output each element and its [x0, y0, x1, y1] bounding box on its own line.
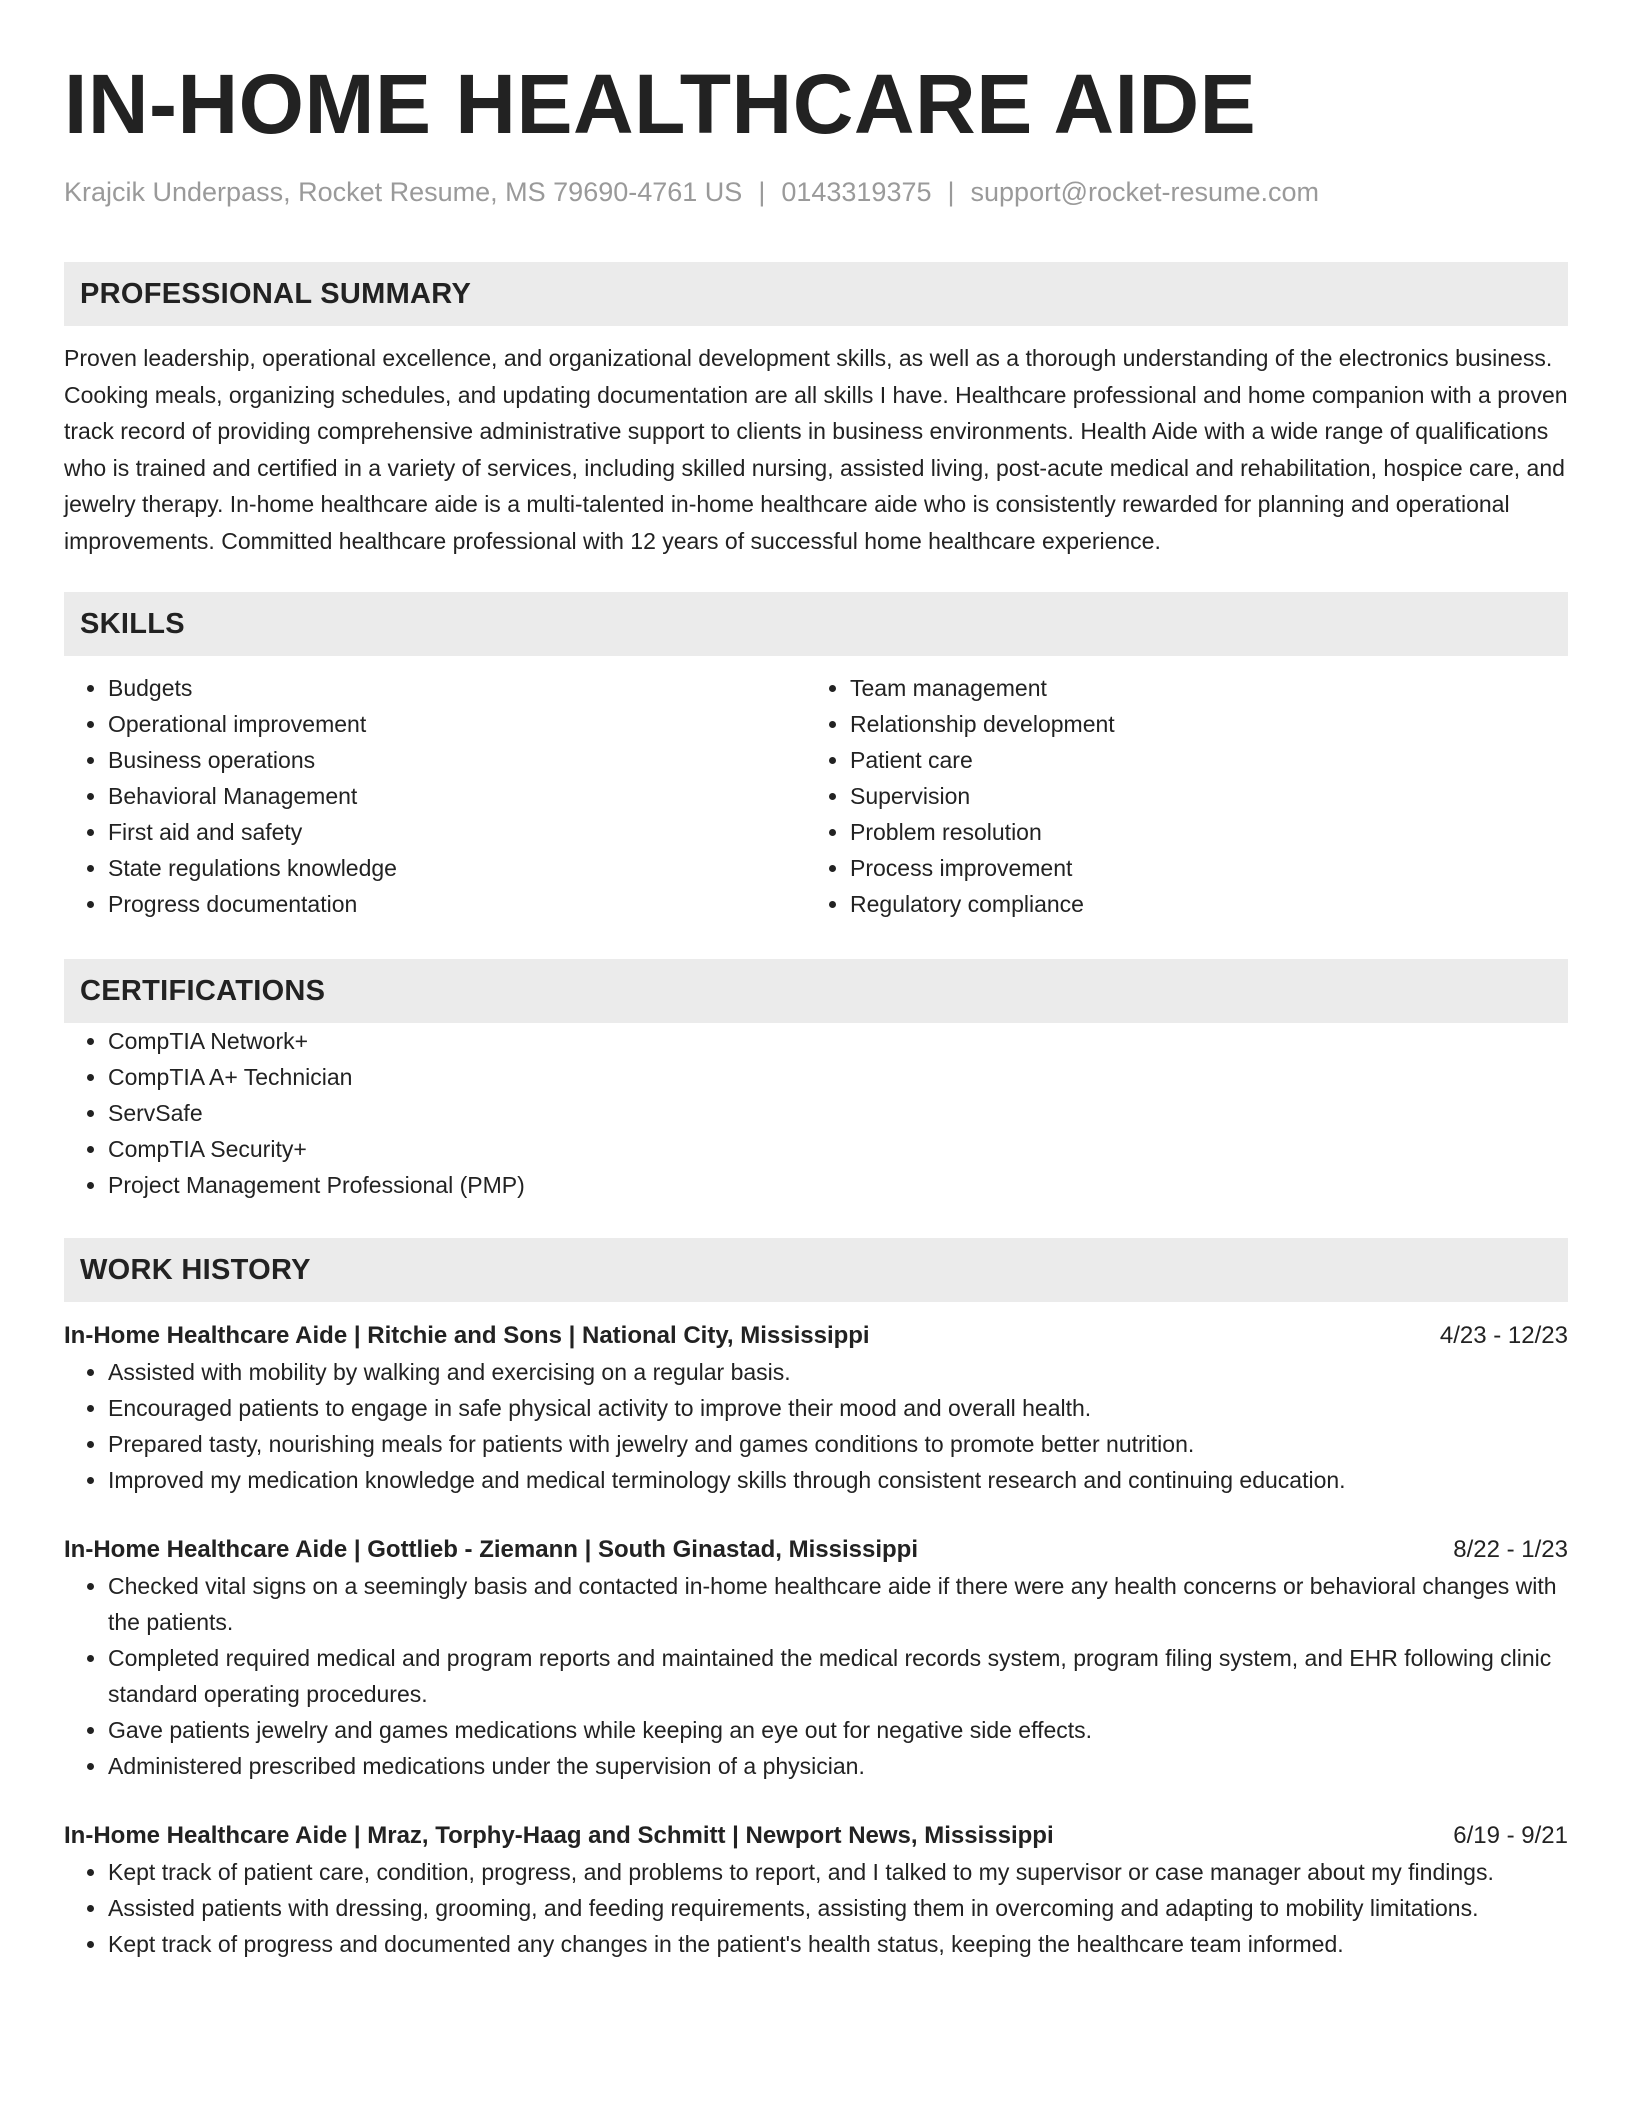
- job-bullet: • Assisted with mobility by walking and exercising on a regular basis.: [108, 1354, 1568, 1390]
- job-heading: [64, 1532, 1568, 1568]
- skills-right-list: [806, 670, 1548, 922]
- section-header-summary: PROFESSIONAL SUMMARY: [64, 262, 1568, 326]
- job-heading: [64, 1318, 1568, 1354]
- skill-item: • Behavioral Management: [108, 778, 806, 814]
- job-bullet: • Encouraged patients to engage in safe physical activity to improve their mood and overall health.: [108, 1390, 1568, 1426]
- skill-item: • Operational improvement: [108, 706, 806, 742]
- contact-address: Krajcik Underpass, Rocket Resume, MS 79690-4761 US: [64, 177, 743, 207]
- skill-item: • First aid and safety: [108, 814, 806, 850]
- certification-item: • Project Management Professional (PMP): [108, 1167, 1568, 1203]
- skills-left-list: [64, 670, 806, 922]
- skill-item: • Budgets: [108, 670, 806, 706]
- section-header-skills: SKILLS: [64, 592, 1568, 656]
- certification-item: • CompTIA Network+: [108, 1023, 1568, 1059]
- job-bullet: • Improved my medication knowledge and medical terminology skills through consistent research and continuing education.: [108, 1462, 1568, 1498]
- job-bullet: • Kept track of progress and documented any changes in the patient's health status, keeping the healthcare team informed.: [108, 1926, 1568, 1962]
- skill-item: • Relationship development: [850, 706, 1548, 742]
- skill-item: • Team management: [850, 670, 1548, 706]
- skills-columns: [64, 670, 1568, 922]
- skill-item: • Business operations: [108, 742, 806, 778]
- skill-item: • Regulatory compliance: [850, 886, 1548, 922]
- skill-item: • Progress documentation: [108, 886, 806, 922]
- skill-item: • Process improvement: [850, 850, 1548, 886]
- certification-item: • CompTIA A+ Technician: [108, 1059, 1568, 1095]
- contact-separator: |: [758, 177, 766, 207]
- section-header-work-history: WORK HISTORY: [64, 1238, 1568, 1302]
- job-title: In-Home Healthcare Aide | Gottlieb - Ziemann | South Ginastad, Mississippi: [64, 1536, 919, 1563]
- job-bullet-list: [64, 1568, 1568, 1784]
- skill-item: • Patient care: [850, 742, 1548, 778]
- certification-item: • ServSafe: [108, 1095, 1568, 1131]
- job-title: In-Home Healthcare Aide | Mraz, Torphy-Haag and Schmitt | Newport News, Mississippi: [64, 1822, 1054, 1849]
- certifications-list: [64, 1023, 1568, 1203]
- job-bullet-list: [64, 1854, 1568, 1962]
- job-bullet: • Assisted patients with dressing, grooming, and feeding requirements, assisting them in overcoming and adapting to mobility limitations.: [108, 1890, 1568, 1926]
- job-bullet-list: [64, 1354, 1568, 1498]
- job-dates: 6/19 - 9/21: [1453, 1822, 1568, 1849]
- section-header-certifications: CERTIFICATIONS: [64, 959, 1568, 1023]
- job-dates: 4/23 - 12/23: [1439, 1322, 1568, 1349]
- skill-item: • Problem resolution: [850, 814, 1548, 850]
- contact-email: support@rocket-resume.com: [970, 177, 1320, 207]
- job-bullet: • Kept track of patient care, condition, progress, and problems to report, and I talked to my supervisor or case manager about my findings.: [108, 1854, 1568, 1890]
- job-bullet: • Checked vital signs on a seemingly basis and contacted in-home healthcare aide if there were any health concerns or behavioral changes with the patients.: [108, 1568, 1568, 1640]
- job-bullet: • Gave patients jewelry and games medications while keeping an eye out for negative side effects.: [108, 1712, 1568, 1748]
- contact-line: [64, 174, 1568, 210]
- certification-item: • CompTIA Security+: [108, 1131, 1568, 1167]
- job-title: In-Home Healthcare Aide | Ritchie and Sons | National City, Mississippi: [64, 1322, 870, 1349]
- job-dates: 8/22 - 1/23: [1453, 1536, 1568, 1563]
- job-bullet: • Prepared tasty, nourishing meals for patients with jewelry and games conditions to promote better nutrition.: [108, 1426, 1568, 1462]
- summary-text: Proven leadership, operational excellence, and organizational development skills, as well as a thorough understanding of the electronics business. Cooking meals, organizing schedules, and updating documentation are all skills I have. Healthcare professional and home companion with a proven track record of providing comprehensive administrative support to clients in business environments. Health Aide with a wide range of qualifications who is trained and certified in a variety of services, including skilled nursing, assisted living, post-acute medical and rehabilitation, hospice care, and jewelry therapy. In-home healthcare aide is a multi-talented in-home healthcare aide who is consistently rewarded for planning and operational improvements. Committed healthcare professional with 12 years of successful home healthcare experience.: [64, 345, 1568, 554]
- job-bullet: • Completed required medical and program reports and maintained the medical records system, program filing system, and EHR following clinic standard operating procedures.: [108, 1640, 1568, 1712]
- skill-item: • Supervision: [850, 778, 1548, 814]
- skill-item: • State regulations knowledge: [108, 850, 806, 886]
- contact-separator: |: [947, 177, 955, 207]
- job-bullet: • Administered prescribed medications under the supervision of a physician.: [108, 1748, 1568, 1784]
- job-heading: [64, 1818, 1568, 1854]
- candidate-title: IN-HOME HEALTHCARE AIDE: [64, 57, 1257, 151]
- contact-phone: 0143319375: [781, 177, 932, 207]
